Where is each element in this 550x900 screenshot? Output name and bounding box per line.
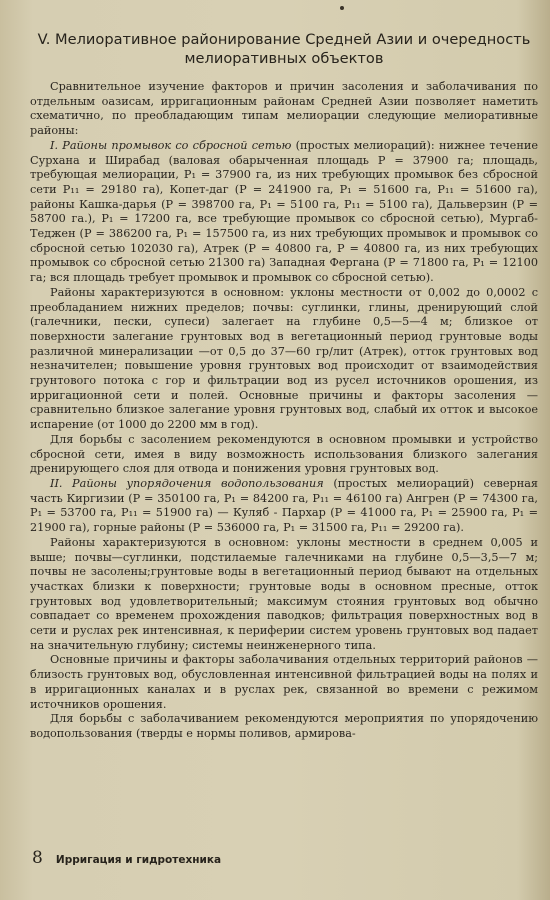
region-1-title: I. Районы промывок со сбросной сетью xyxy=(50,138,292,152)
page-number: 8 xyxy=(32,848,43,868)
print-speck xyxy=(340,6,344,10)
intro-paragraph: Сравнительное изучение факторов и причин засоления и заболачивания по отдельным оазисам, ирригационным районам Средней Азии позволяет наметить схематично, по преобладающим типам мелиорации следующие мелиоративные районы: xyxy=(30,80,538,138)
region-2-recommendations: Для борьбы с заболачиванием рекомендуются мероприятия по упорядочению водопользования (тверды е нормы поливов, армирова- xyxy=(30,712,538,740)
region-2-paragraph xyxy=(30,477,538,536)
section-heading: V. Мелиоративное районирование Средней Азии и очередность мелиоративных объектов xyxy=(37,31,531,67)
region-2-characteristics: Районы характеризуются в основном: уклоны местности в среднем 0,005 и выше; почвы—суглинки, подстилаемые галечниками на глубине 0,5—3,5—7 м; почвы не засолены;грунтовые воды в вегетационный период бывают на отдельных участках близки к поверхности; грунтовые воды в основном пресные, отток грунтовых вод удовлетворительный; максимум стояния грунтовых вод обычно совпадает со временем прохождения паводков; фильтрация поверхностных вод в сети и руслах рек интенсивная, к периферии систем уровень грунтовых вод падает на значительную глубину; системы неинженерного типа. xyxy=(30,535,538,652)
journal-title: Ирригация и гидротехника xyxy=(55,854,222,866)
page-footer xyxy=(32,848,221,868)
region-2-title: II. Районы упорядочения водопользования xyxy=(50,476,324,490)
region-1-paragraph xyxy=(30,139,538,286)
region-2-causes: Основные причины и факторы заболачивания отдельных территорий районов — близость грунтовых вод, обусловленная интенсивной фильтрацией воды на полях и в ирригационных каналах и в руслах рек, связанной во времени с режимом источников орошения. xyxy=(30,653,538,711)
region-1-characteristics: Районы характеризуются в основном: уклоны местности от 0,002 до 0,0002 с преобладанием нижних пределов; почвы: суглинки, глины, дренирующий слой (галечники, пески, супеси) залегает на глубине 0,5—5—4 м; близкое от поверхности залегание грунтовых вод в вегетационный период грунтовые воды различной минерализации —от 0,5 до 37—60 гр/лит (Атрек), отток грунтовых вод незначителен; повышение уровня грунтовых вод происходит от взаимодействия грунтового потока с гор и фильтрации вод из русел источников орошения, из ирригационной сети и полей. Основные причины и факторы засоления — сравнительно близкое залегание уровня грунтовых вод, слабый их отток и высокое испарение (от 1000 до 2200 мм в год). xyxy=(30,285,538,432)
region-1-text: (простых мелиораций): нижнее течение Сурхана и Ширабад (валовая обарыченная площадь P = 37900 га; площадь, требующая мелиорации, P₁ = 37900 га, из них требующих промывок без сбросной сети P₁₁ = 29180 га), Копет-даг (P = 241900 га, P₁ = 51600 га, P₁₁ = 51600 га), районы Кашка-дарья (P = 398700 га, P₁ = 5100 га, P₁₁ = 5100 га), Дальверзин (P = 58700 га.), P₁ = 17200 га, все требующие промывок со сбросной сетью), Мургаб-Теджен (P = 386200 га, P₁ = 157500 га, из них требующих промывок и промывок со сбросной сетью 102030 га), Атрек (P = 40800 га, P = 40800 га, из них требующих промывок со сбросной сетью 21300 га) Западная Фергана (P = 71800 га, P₁ = 12100 га; вся площадь требует промывок и промывок со сбросной сетью). xyxy=(30,138,538,285)
region-2-text: (простых мелиораций) северная часть Киргизии (P = 350100 га, P₁ = 84200 га, P₁₁ = 46100 га) Ангрен (P = 74300 га, P₁ = 53700 га, P₁₁ = 51900 га) — Куляб - Пархар (P = 41000 га, P₁ = 25900 га, P₁ = 21900 га), горные районы (P = 536000 га, P₁ = 31500 га, P₁₁ = 29200 га). xyxy=(30,476,538,535)
region-1-recommendations: Для борьбы с засолением рекомендуются в основном промывки и устройство сбросной сети, имея в виду возможность использования близкого залегания дренирующего слоя для отвода и понижения уровня грунтовых вод. xyxy=(30,432,538,476)
